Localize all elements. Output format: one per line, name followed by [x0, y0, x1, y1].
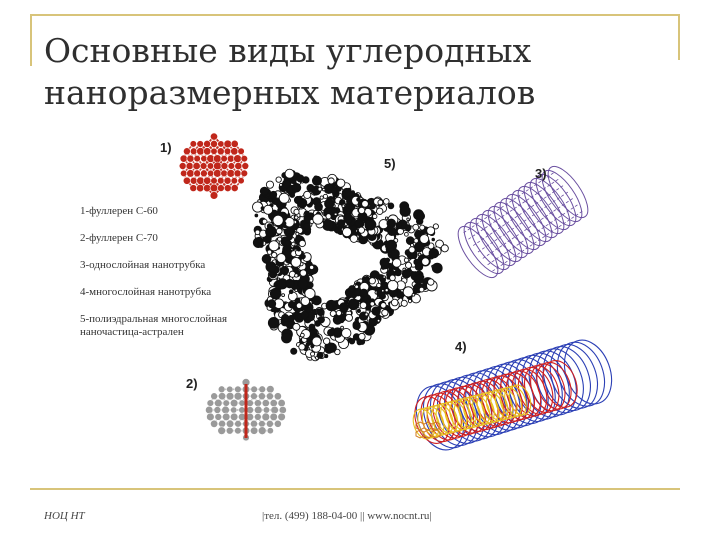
figure-number-4: 4) [455, 339, 467, 354]
figure-number-2: 2) [186, 376, 198, 391]
slide-title-line-1: Основные виды углеродных [44, 31, 532, 70]
fullerene-c70-image [205, 378, 286, 441]
legend-item-3: 3-однослойная нанотрубка [80, 259, 206, 271]
figure-number-1: 1) [160, 140, 172, 155]
footer-contacts: |тел. (499) 188-04-00 || www.nocnt.ru| [262, 510, 432, 522]
figure-number-5: 5) [384, 156, 396, 171]
slide-title-line-2: наноразмерных материалов [44, 73, 536, 112]
legend-item-5: 5-полиэдральная многослойная наночастица-астрален [80, 313, 228, 338]
figure-number-3: 3) [535, 166, 547, 181]
legend-item-2: 2-фуллерен С-70 [80, 232, 158, 244]
fullerene-c60-image [179, 133, 249, 199]
multi-wall-nanotube-image [408, 333, 620, 456]
footer-organization: НОЦ НТ [44, 510, 85, 522]
astralen-image [253, 169, 449, 361]
footer-accent-line [30, 488, 680, 490]
legend-item-1: 1-фуллерен С-60 [80, 205, 158, 217]
legend-item-4: 4-многослойная нанотрубка [80, 286, 212, 298]
single-wall-nanotube-image [451, 161, 595, 284]
